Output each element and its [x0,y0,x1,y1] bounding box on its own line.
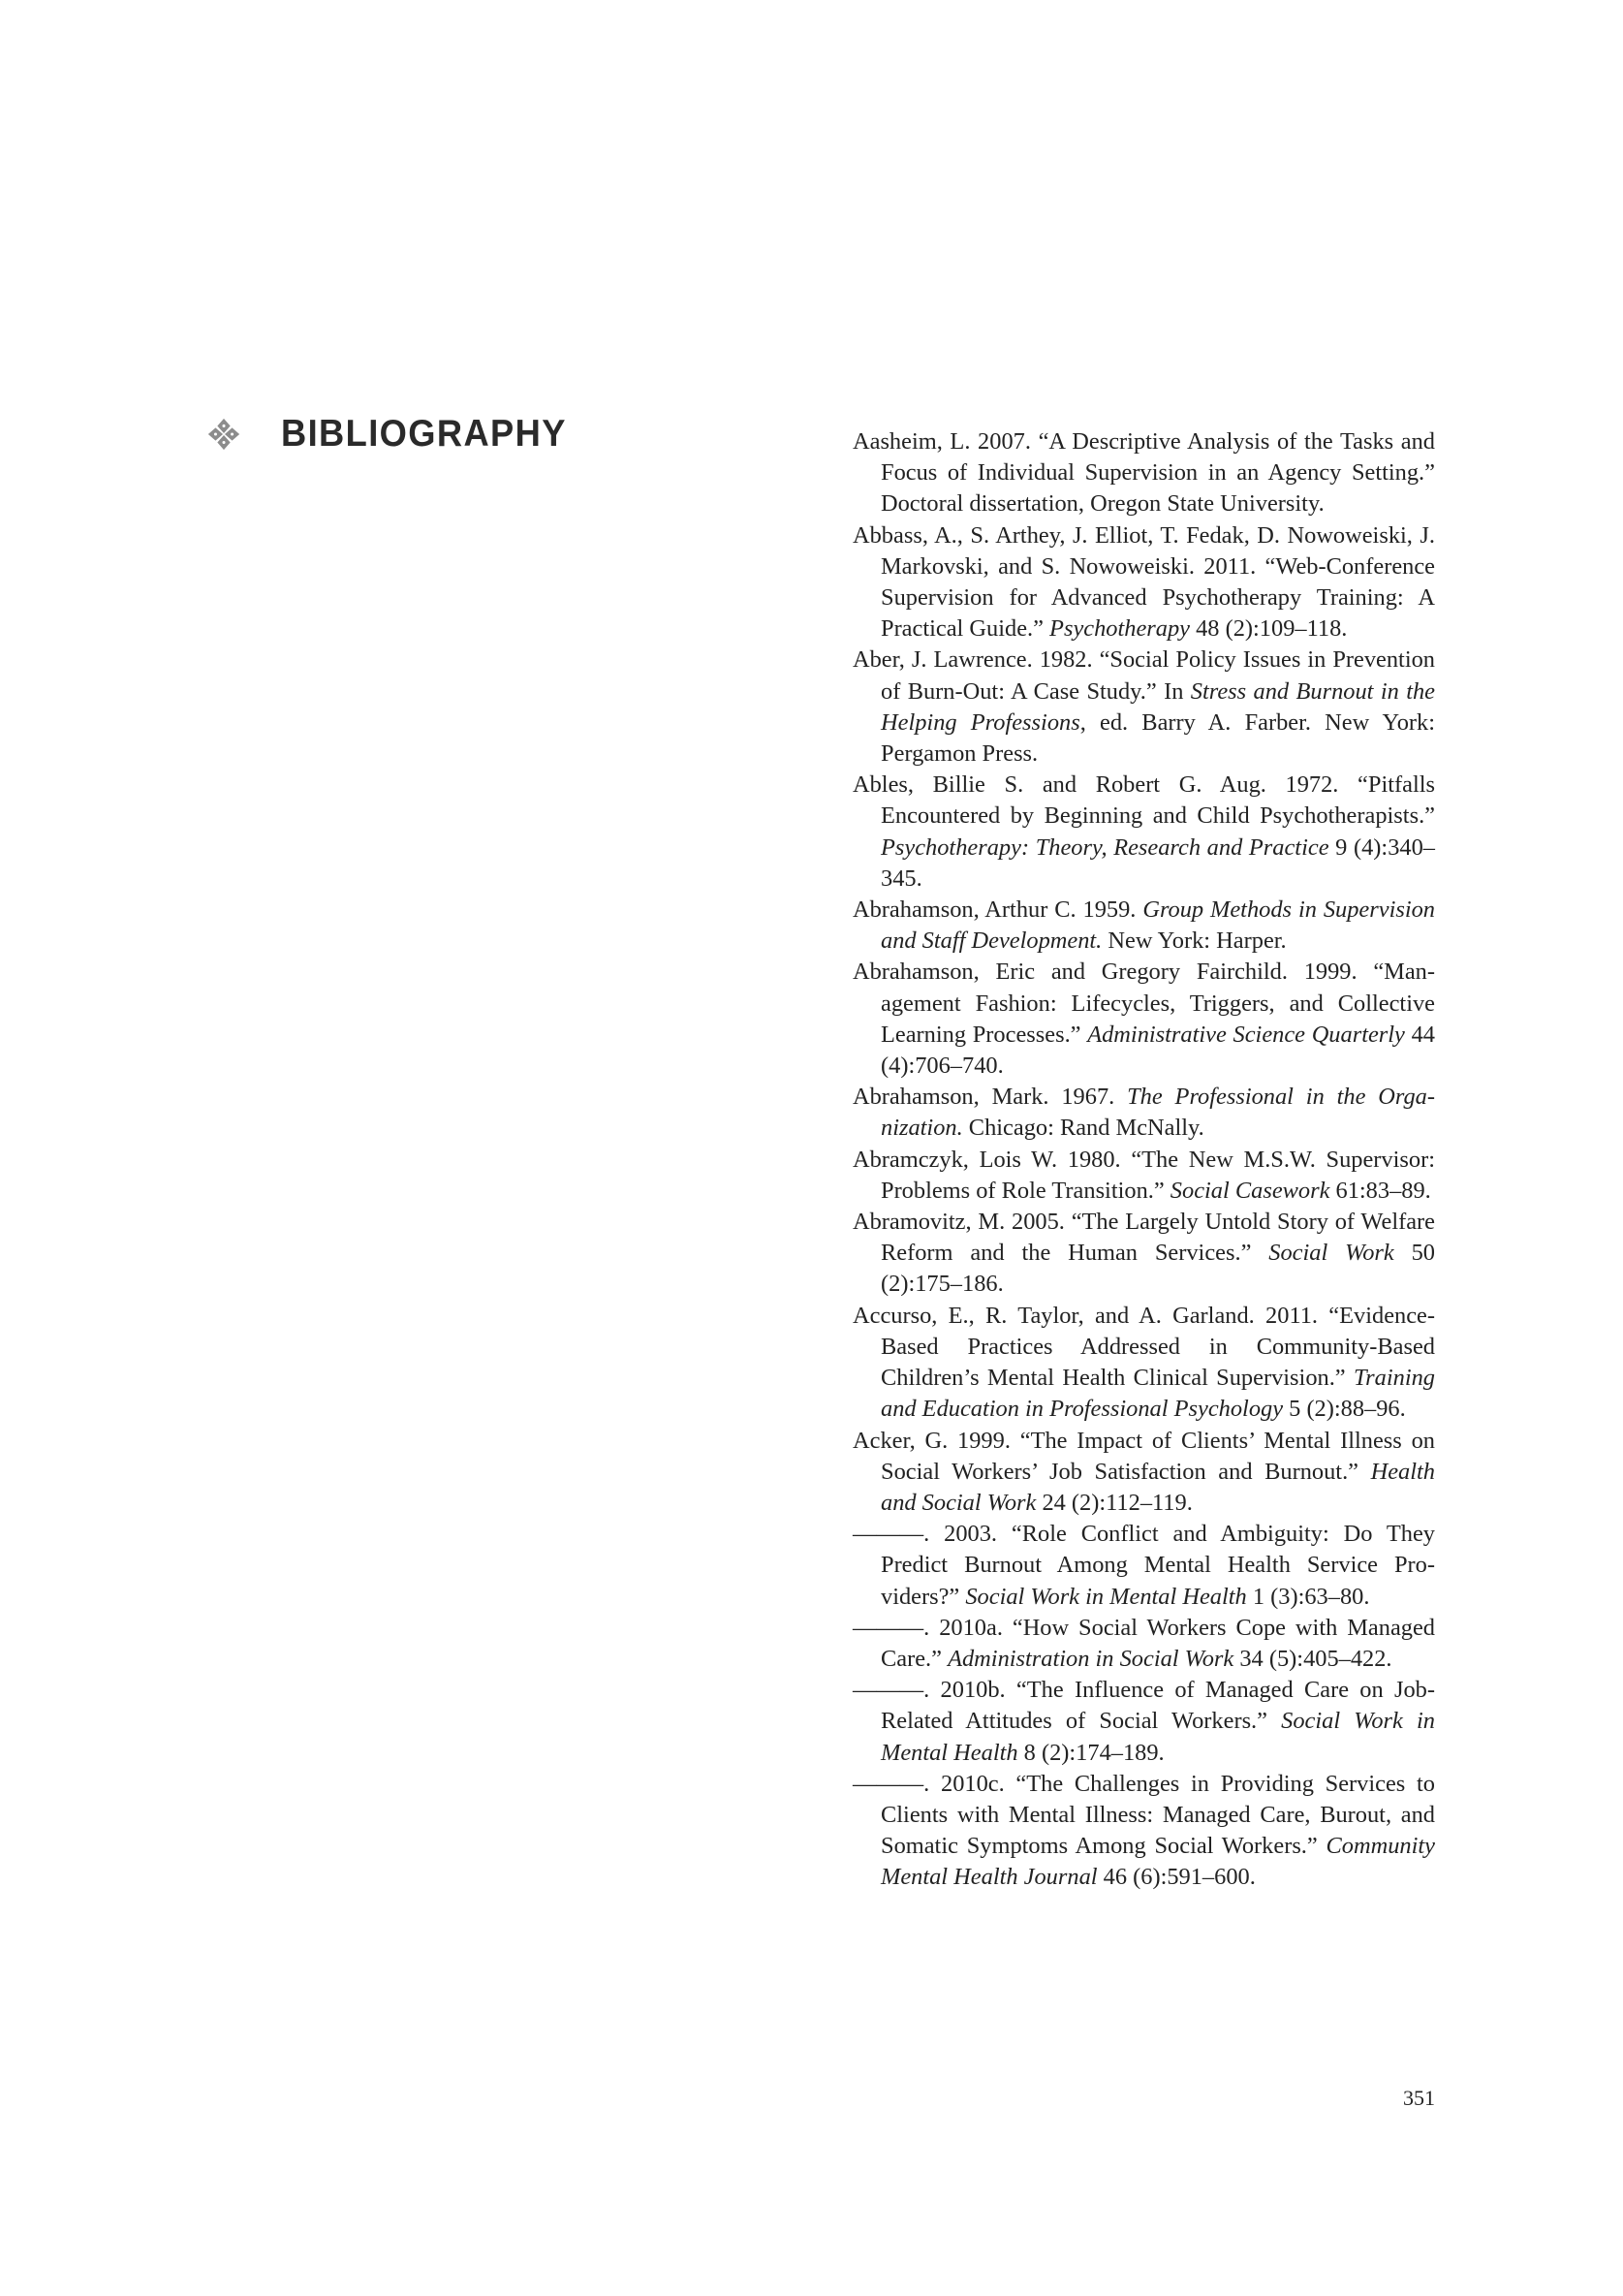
bibliography-entry: ———. 2003. “Role Conflict and Ambiguity: Do They Predict Burnout Among Mental Health Service Providers?” Social Work in Mental Health 1 (3):63–80. [853,1521,1435,1610]
bibliography-entry: Accurso, E., R. Taylor, and A. Garland. 2011. “Evidence-Based Practices Addressed in Community-Based Children’s Mental Health Clinical Supervision.” Training and Education in Professional Psychology 5 (2):88–96. [853,1302,1435,1423]
bibliography-entry: Abrahamson, Eric and Gregory Fairchild. 1999. “Management Fashion: Lifecycles, Triggers, and Collective Learning Processes.” Administrative Science Quarterly 44 (4):706–740. [853,959,1435,1080]
bibliography-entry: Aasheim, L. 2007. “A Descriptive Analysis of the Tasks and Focus of Individual Supervision in an Agency Setting.” Doctoral dissertation, Oregon State University. [853,428,1435,518]
chapter-heading [205,415,588,453]
bibliography-entry: ———. 2010b. “The Influence of Managed Care on Job-Related Attitudes of Social Workers.” Social Work in Mental Health 8 (2):174–189. [853,1677,1435,1766]
page-number: 351 [1403,2086,1435,2110]
bibliography-list [853,426,1435,1894]
bibliography-entry: Ables, Billie S. and Robert G. Aug. 1972. “Pitfalls Encountered by Beginning and Child Psychotherapists.” Psychotherapy: Theory, Research and Practice 9 (4):340–345. [853,771,1435,892]
bibliography-entry: ———. 2010c. “The Challenges in Providing Services to Clients with Mental Illness: Managed Care, Burout, and Somatic Symptoms Among Social Workers.” Community Mental Health Journal 46 (6):591–600. [853,1770,1435,1891]
page-title: BIBLIOGRAPHY [281,413,567,455]
bibliography-entry: Abrahamson, Mark. 1967. The Professional in the Organization. Chicago: Rand McNally. [853,1084,1435,1142]
bibliography-entry: Abramovitz, M. 2005. “The Largely Untold Story of Welfare Reform and the Human Services.” Social Work 50 (2):175–186. [853,1209,1435,1298]
bibliography-entry: Abbass, A., S. Arthey, J. Elliot, T. Fedak, D. Nowoweiski, J. Markovski, and S. Nowoweiski. 2011. “Web-Conference Supervision for Advanced Psychotherapy Training: A Practical Guide.” Psychotherapy 48 (2):109–118. [853,521,1435,643]
bibliography-entry: Abramczyk, Lois W. 1980. “The New M.S.W. Supervisor: Problems of Role Transition.” Social Casework 61:83–89. [853,1146,1435,1204]
bibliography-entry: ———. 2010a. “How Social Workers Cope with Managed Care.” Administration in Social Work 34 (5):405–422. [853,1614,1435,1672]
bibliography-entry: Acker, G. 1999. “The Impact of Clients’ Mental Illness on Social Workers’ Job Satisfaction and Burnout.” Health and Social Work 24 (2):112–119. [853,1427,1435,1516]
bibliography-entry: Abrahamson, Arthur C. 1959. Group Methods in Supervision and Staff Development. New York: Harper. [853,896,1435,955]
bibliography-entry: Aber, J. Lawrence. 1982. “Social Policy Issues in Prevention of Burn-Out: A Case Study.” In Stress and Burnout in the Helping Professions, ed. Barry A. Farber. New York: Pergamon Press. [853,646,1435,768]
four-petal-flower-ornament-icon [205,416,242,453]
